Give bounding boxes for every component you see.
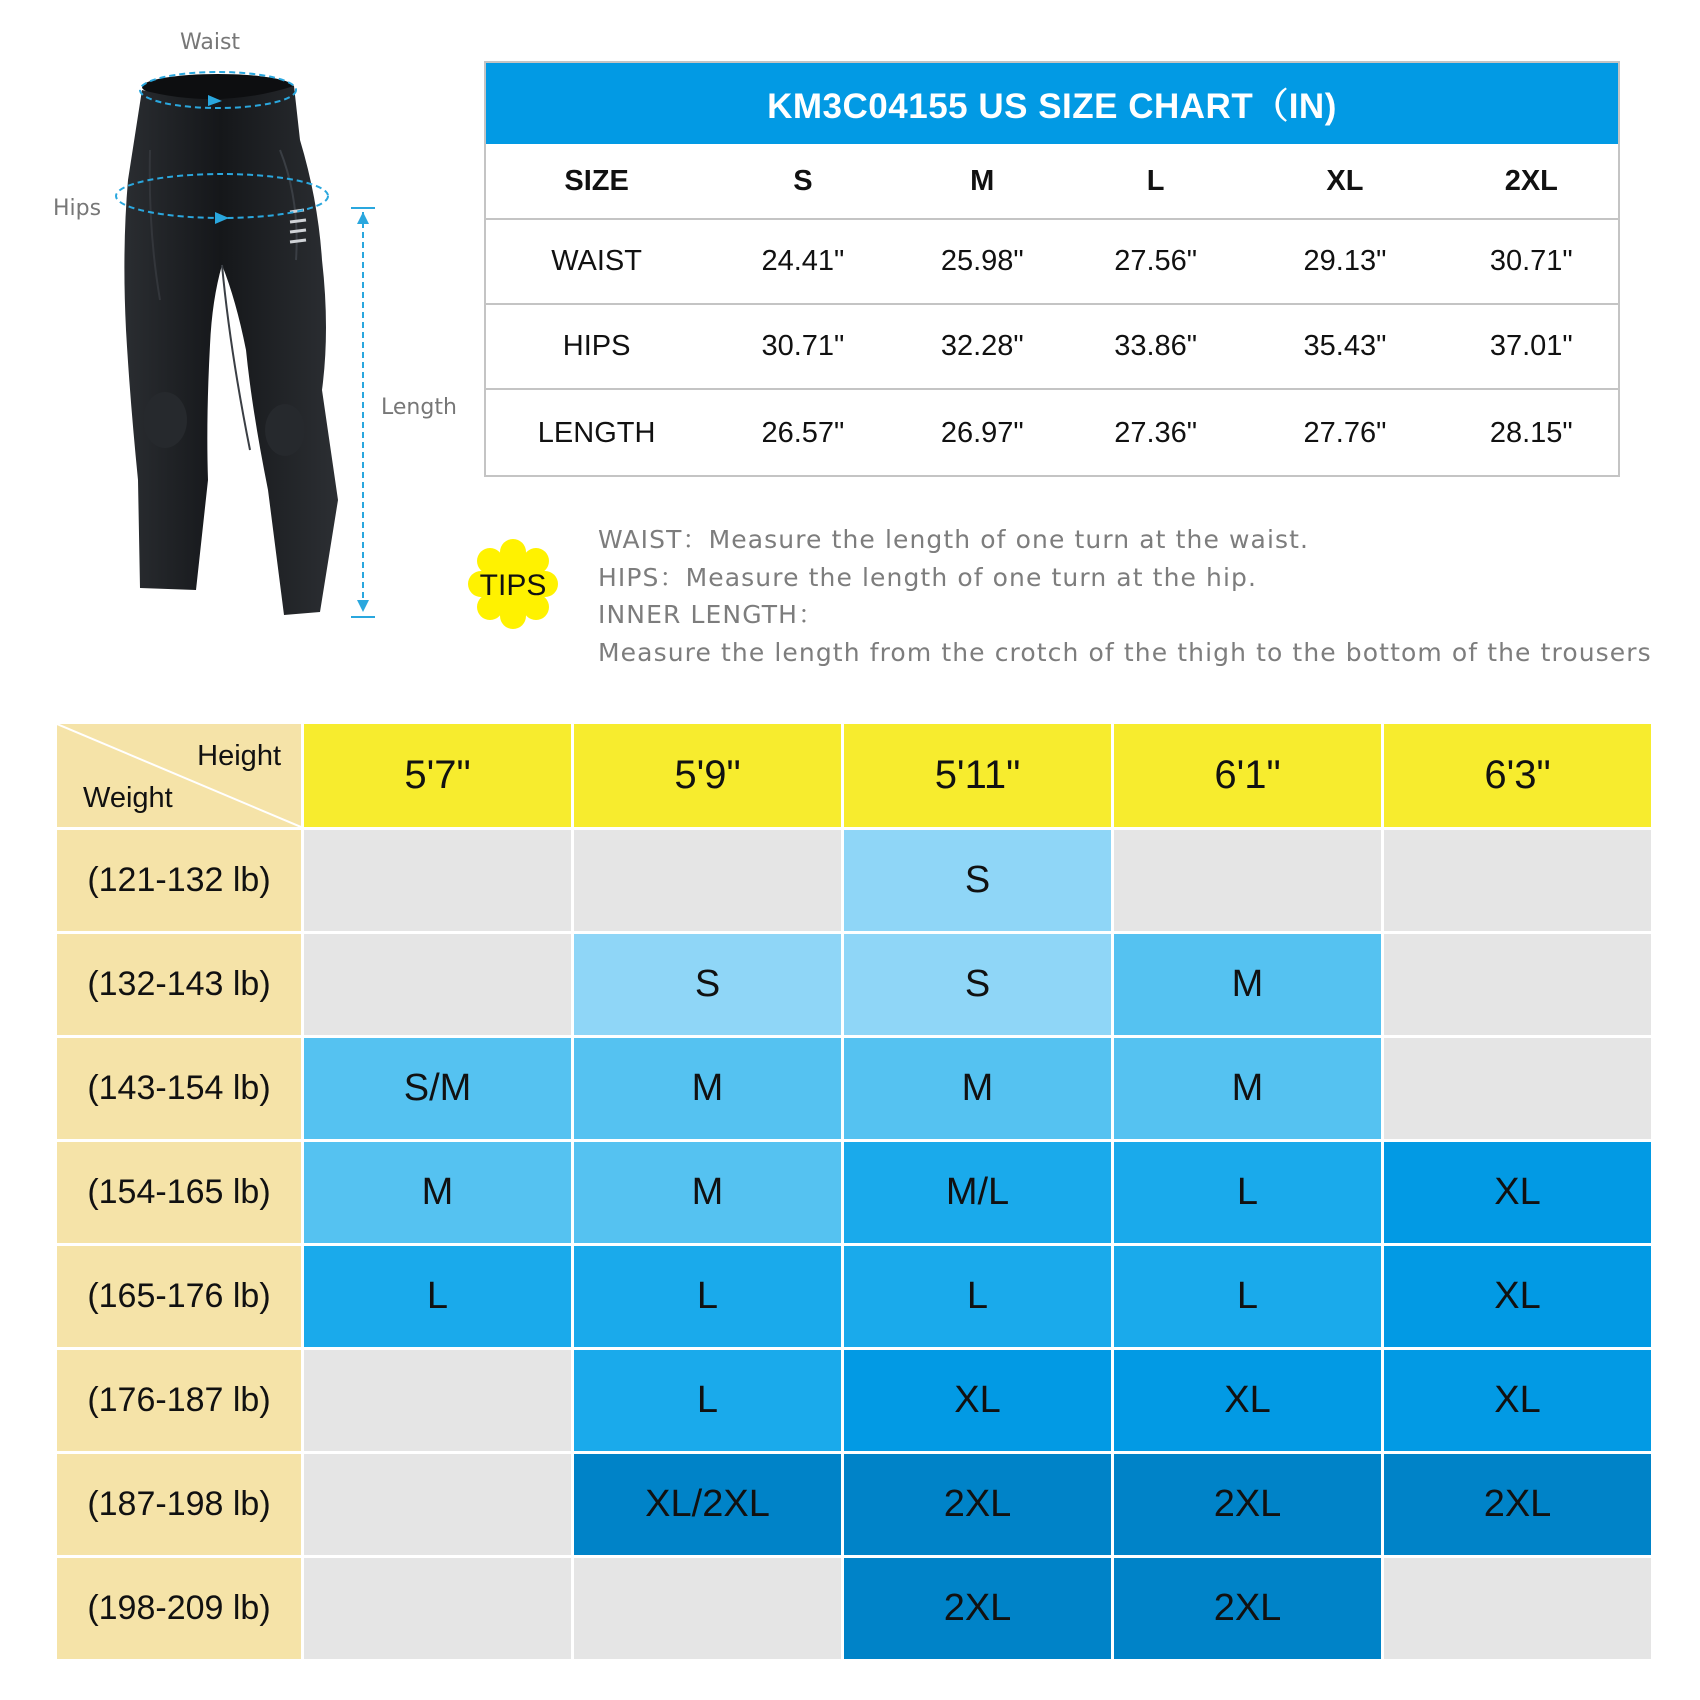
size-cell: M [304, 1142, 571, 1243]
size-cell: S [844, 934, 1111, 1035]
weight-label: (154-165 lb) [57, 1142, 301, 1243]
table-cell: 30.71" [761, 330, 845, 362]
size-cell: M [844, 1038, 1111, 1139]
corner-weight-label: Weight [83, 782, 173, 814]
size-cell: M/L [844, 1142, 1111, 1243]
table-cell: 26.97" [940, 416, 1024, 449]
size-cell [304, 1454, 571, 1555]
size-chart-table [484, 61, 1620, 477]
size-cell [1384, 830, 1651, 931]
row-label: WAIST [551, 245, 642, 277]
size-cell: XL [1384, 1246, 1651, 1347]
table-cell: 27.36" [1114, 416, 1198, 449]
height-weight-grid [57, 724, 1651, 1659]
height-header: 6'3" [1384, 724, 1651, 827]
tips-line: INNER LENGTH： [598, 600, 825, 629]
tips-flower-icon [466, 538, 560, 630]
row-label: LENGTH [537, 416, 656, 449]
size-cell [1384, 934, 1651, 1035]
size-cell: L [574, 1350, 841, 1451]
size-cell [1114, 830, 1381, 931]
pants-icon [0, 0, 470, 640]
size-cell: 2XL [844, 1558, 1111, 1659]
waist-label: Waist [180, 30, 241, 55]
size-cell [304, 1350, 571, 1451]
size-cell: 2XL [844, 1454, 1111, 1555]
size-cell: 2XL [1114, 1454, 1381, 1555]
size-chart-header-row [486, 144, 1618, 220]
size-cell: L [1114, 1246, 1381, 1347]
table-cell: 29.13" [1303, 245, 1387, 277]
size-cell [304, 830, 571, 931]
height-header: 6'1" [1114, 724, 1381, 827]
header-cell: L [1146, 164, 1165, 197]
table-cell: 26.57" [761, 416, 845, 449]
weight-label: (121-132 lb) [57, 830, 301, 931]
size-cell: L [1114, 1142, 1381, 1243]
table-cell: 32.28" [940, 330, 1024, 362]
size-cell [304, 934, 571, 1035]
header-cell: S [793, 164, 813, 197]
table-cell: 35.43" [1303, 330, 1387, 362]
size-cell: S [844, 830, 1111, 931]
table-cell: 27.76" [1303, 416, 1387, 449]
height-header: 5'7" [304, 724, 571, 827]
size-cell [574, 830, 841, 931]
table-cell: 33.86" [1114, 330, 1198, 362]
weight-label: (198-209 lb) [57, 1558, 301, 1659]
table-cell: 24.41" [761, 245, 845, 277]
size-cell: 2XL [1384, 1454, 1651, 1555]
table-cell: 37.01" [1489, 330, 1573, 362]
header-cell: 2XL [1504, 164, 1558, 197]
weight-label: (176-187 lb) [57, 1350, 301, 1451]
header-cell: SIZE [564, 164, 629, 197]
table-cell: 27.56" [1114, 245, 1198, 277]
weight-label: (143-154 lb) [57, 1038, 301, 1139]
tips-badge [466, 538, 560, 630]
tips-badge-text: TIPS [479, 569, 547, 602]
tips-line: WAIST：Measure the length of one turn at the waist. [598, 525, 1310, 554]
height-header: 5'11" [844, 724, 1111, 827]
hips-label: Hips [53, 196, 102, 221]
table-cell: 25.98" [940, 245, 1024, 277]
row-label: HIPS [562, 330, 631, 362]
tips-line: Measure the length from the crotch of the thigh to the bottom of the trousers [598, 637, 1652, 667]
size-cell [1384, 1038, 1651, 1139]
pants-illustration [0, 0, 470, 640]
header-cell: XL [1326, 164, 1364, 197]
size-chart-title: KM3C04155 US SIZE CHART（IN) [486, 63, 1618, 144]
size-cell: M [574, 1142, 841, 1243]
size-cell: XL [844, 1350, 1111, 1451]
size-cell: L [844, 1246, 1111, 1347]
size-cell: XL [1114, 1350, 1381, 1451]
table-cell: 28.15" [1489, 416, 1573, 449]
size-cell: M [574, 1038, 841, 1139]
tips-text [598, 521, 1652, 671]
size-cell: M [1114, 934, 1381, 1035]
size-cell: M [1114, 1038, 1381, 1139]
size-cell: S/M [304, 1038, 571, 1139]
weight-label: (165-176 lb) [57, 1246, 301, 1347]
table-row [486, 220, 1618, 305]
length-label: Length [381, 395, 457, 420]
size-cell: S [574, 934, 841, 1035]
corner-height-label: Height [197, 740, 281, 772]
height-header: 5'9" [574, 724, 841, 827]
weight-label: (187-198 lb) [57, 1454, 301, 1555]
size-cell: 2XL [1114, 1558, 1381, 1659]
size-cell: L [574, 1246, 841, 1347]
weight-label: (132-143 lb) [57, 934, 301, 1035]
table-row [486, 390, 1618, 476]
size-cell: XL [1384, 1142, 1651, 1243]
grid-corner-cell [57, 724, 301, 827]
size-cell [304, 1558, 571, 1659]
table-cell: 30.71" [1489, 245, 1573, 277]
header-cell: M [970, 164, 995, 197]
size-cell: L [304, 1246, 571, 1347]
size-cell: XL/2XL [574, 1454, 841, 1555]
size-cell [574, 1558, 841, 1659]
size-cell [1384, 1558, 1651, 1659]
tips-line: HIPS：Measure the length of one turn at the hip. [598, 562, 1258, 592]
table-row [486, 305, 1618, 390]
size-cell: XL [1384, 1350, 1651, 1451]
